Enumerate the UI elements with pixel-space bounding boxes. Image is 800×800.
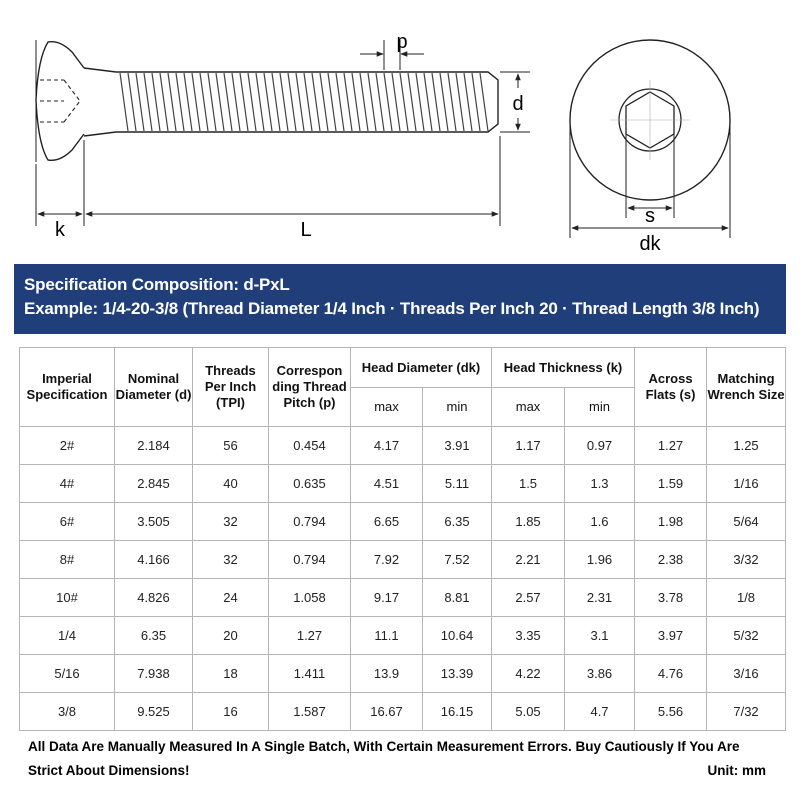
specification-table-body: [20, 427, 786, 731]
thread-line: [176, 73, 184, 131]
table-cell: 13.39: [423, 655, 492, 693]
thread-line: [160, 73, 168, 131]
table-cell: 1.98: [635, 503, 707, 541]
table-cell: 4.166: [115, 541, 193, 579]
table-cell: 3.505: [115, 503, 193, 541]
table-cell: 13.9: [351, 655, 423, 693]
thread-line: [392, 73, 400, 131]
table-cell: 2.21: [492, 541, 565, 579]
table-cell: 7.92: [351, 541, 423, 579]
header-head-diameter: Head Diameter (dk): [351, 348, 492, 388]
table-cell: 1.27: [269, 617, 351, 655]
header-head-diameter-min: min: [423, 388, 492, 427]
thread-line: [256, 73, 264, 131]
table-cell: 40: [193, 465, 269, 503]
table-cell: 0.97: [565, 427, 635, 465]
table-cell: 20: [193, 617, 269, 655]
table-row: [20, 655, 786, 693]
table-cell: 10#: [20, 579, 115, 617]
table-cell: 6#: [20, 503, 115, 541]
thread-line: [168, 73, 176, 131]
thread-line: [264, 73, 272, 131]
thread-line: [288, 73, 296, 131]
table-cell: 32: [193, 503, 269, 541]
thread-line: [272, 73, 280, 131]
thread-line: [328, 73, 336, 131]
thread-line: [224, 73, 232, 131]
table-cell: 10.64: [423, 617, 492, 655]
table-cell: 56: [193, 427, 269, 465]
table-row: [20, 503, 786, 541]
table-cell: 2#: [20, 427, 115, 465]
table-cell: 3.91: [423, 427, 492, 465]
length-label: L: [300, 219, 312, 241]
unit-label: Unit: mm: [707, 763, 766, 778]
thread-line: [192, 73, 200, 131]
thread-line: [464, 73, 472, 131]
header-nominal-diameter: Nominal Diameter (d): [115, 348, 193, 427]
table-cell: 5/16: [20, 655, 115, 693]
table-cell: 1.3: [565, 465, 635, 503]
thread-line: [304, 73, 312, 131]
table-cell: 4.76: [635, 655, 707, 693]
head-thickness-label: k: [55, 219, 65, 241]
thread-line: [232, 73, 240, 131]
table-cell: 0.635: [269, 465, 351, 503]
screw-technical-drawing: [0, 0, 800, 262]
header-head-thickness-min: min: [565, 388, 635, 427]
thread-line: [376, 73, 384, 131]
table-cell: 1.5: [492, 465, 565, 503]
thread-line: [200, 73, 208, 131]
table-cell: 32: [193, 541, 269, 579]
thread-lines: [120, 73, 488, 131]
table-cell: 7.938: [115, 655, 193, 693]
table-cell: 2.38: [635, 541, 707, 579]
table-cell: 1/4: [20, 617, 115, 655]
thread-line: [208, 73, 216, 131]
thread-line: [216, 73, 224, 131]
thread-line: [336, 73, 344, 131]
table-cell: 16.67: [351, 693, 423, 731]
thread-line: [248, 73, 256, 131]
table-cell: 0.454: [269, 427, 351, 465]
thread-line: [360, 73, 368, 131]
table-cell: 0.794: [269, 541, 351, 579]
table-cell: 8.81: [423, 579, 492, 617]
specification-composition: Specification Composition: d-PxL: [24, 275, 290, 294]
table-cell: 1.85: [492, 503, 565, 541]
table-row: [20, 541, 786, 579]
table-cell: 6.35: [423, 503, 492, 541]
thread-line: [440, 73, 448, 131]
thread-line: [184, 73, 192, 131]
thread-line: [152, 73, 160, 131]
table-cell: 11.1: [351, 617, 423, 655]
table-cell: 4.51: [351, 465, 423, 503]
thread-line: [128, 73, 136, 131]
thread-line: [136, 73, 144, 131]
table-cell: 9.525: [115, 693, 193, 731]
thread-line: [368, 73, 376, 131]
table-cell: 7/32: [707, 693, 786, 731]
measurement-disclaimer: All Data Are Manually Measured In A Single Batch, With Certain Measurement Errors. Buy Cautiously If You Are Strict About Dimensions!: [28, 739, 740, 778]
specification-table: [19, 347, 786, 731]
head-diameter-label: dk: [639, 233, 661, 255]
thread-line: [344, 73, 352, 131]
table-cell: 3/8: [20, 693, 115, 731]
table-cell: 18: [193, 655, 269, 693]
header-across-flats: Across Flats (s): [635, 348, 707, 427]
table-cell: 4.22: [492, 655, 565, 693]
table-cell: 1.25: [707, 427, 786, 465]
table-cell: 3/16: [707, 655, 786, 693]
table-cell: 1/16: [707, 465, 786, 503]
footer-note: [28, 735, 766, 783]
thread-line: [432, 73, 440, 131]
pitch-label: p: [396, 31, 408, 53]
table-cell: 1.6: [565, 503, 635, 541]
thread-line: [448, 73, 456, 131]
thread-line: [120, 73, 128, 131]
thread-line: [424, 73, 432, 131]
table-cell: 1.27: [635, 427, 707, 465]
thread-line: [240, 73, 248, 131]
thread-line: [312, 73, 320, 131]
table-cell: 5.11: [423, 465, 492, 503]
table-row: [20, 579, 786, 617]
table-cell: 3.35: [492, 617, 565, 655]
table-cell: 2.845: [115, 465, 193, 503]
table-cell: 1/8: [707, 579, 786, 617]
thread-line: [416, 73, 424, 131]
thread-line: [480, 73, 488, 131]
table-cell: 1.411: [269, 655, 351, 693]
diameter-label: d: [512, 93, 524, 115]
thread-line: [400, 73, 408, 131]
table-row: [20, 693, 786, 731]
header-head-diameter-max: max: [351, 388, 423, 427]
table-row: [20, 617, 786, 655]
thread-line: [352, 73, 360, 131]
table-cell: 5/64: [707, 503, 786, 541]
table-cell: 4.17: [351, 427, 423, 465]
thread-line: [320, 73, 328, 131]
table-cell: 6.35: [115, 617, 193, 655]
table-cell: 1.17: [492, 427, 565, 465]
table-cell: 6.65: [351, 503, 423, 541]
table-cell: 5.56: [635, 693, 707, 731]
table-cell: 5.05: [492, 693, 565, 731]
table-cell: 4#: [20, 465, 115, 503]
thread-line: [296, 73, 304, 131]
thread-line: [280, 73, 288, 131]
table-cell: 1.587: [269, 693, 351, 731]
table-cell: 3/32: [707, 541, 786, 579]
table-cell: 4.7: [565, 693, 635, 731]
screw-side-view: [36, 40, 498, 162]
thread-line: [408, 73, 416, 131]
header-thread-pitch: Correspon ding Thread Pitch (p): [269, 348, 351, 427]
table-cell: 1.59: [635, 465, 707, 503]
header-threads-per-inch: Threads Per Inch (TPI): [193, 348, 269, 427]
table-row: [20, 427, 786, 465]
table-cell: 2.31: [565, 579, 635, 617]
table-cell: 5/32: [707, 617, 786, 655]
table-cell: 0.794: [269, 503, 351, 541]
specification-example: Example: 1/4-20-3/8 (Thread Diameter 1/4 Inch · Threads Per Inch 20 · Thread Length 3/8 Inch): [24, 299, 760, 318]
thread-line: [384, 73, 392, 131]
header-head-thickness: Head Thickness (k): [492, 348, 635, 388]
table-cell: 2.184: [115, 427, 193, 465]
table-cell: 3.97: [635, 617, 707, 655]
table-cell: 1.058: [269, 579, 351, 617]
table-cell: 3.86: [565, 655, 635, 693]
header-head-thickness-max: max: [492, 388, 565, 427]
table-cell: 16: [193, 693, 269, 731]
header-wrench-size: Matching Wrench Size: [707, 348, 786, 427]
table-cell: 9.17: [351, 579, 423, 617]
table-cell: 4.826: [115, 579, 193, 617]
table-cell: 16.15: [423, 693, 492, 731]
specification-banner: [14, 264, 786, 334]
thread-line: [144, 73, 152, 131]
header-imperial-specification: Imperial Specification: [20, 348, 115, 427]
table-cell: 3.78: [635, 579, 707, 617]
table-cell: 3.1: [565, 617, 635, 655]
across-flats-label: s: [645, 205, 655, 227]
table-cell: 7.52: [423, 541, 492, 579]
table-cell: 1.96: [565, 541, 635, 579]
table-cell: 24: [193, 579, 269, 617]
table-cell: 2.57: [492, 579, 565, 617]
table-row: [20, 465, 786, 503]
table-cell: 8#: [20, 541, 115, 579]
thread-line: [472, 73, 480, 131]
thread-line: [456, 73, 464, 131]
